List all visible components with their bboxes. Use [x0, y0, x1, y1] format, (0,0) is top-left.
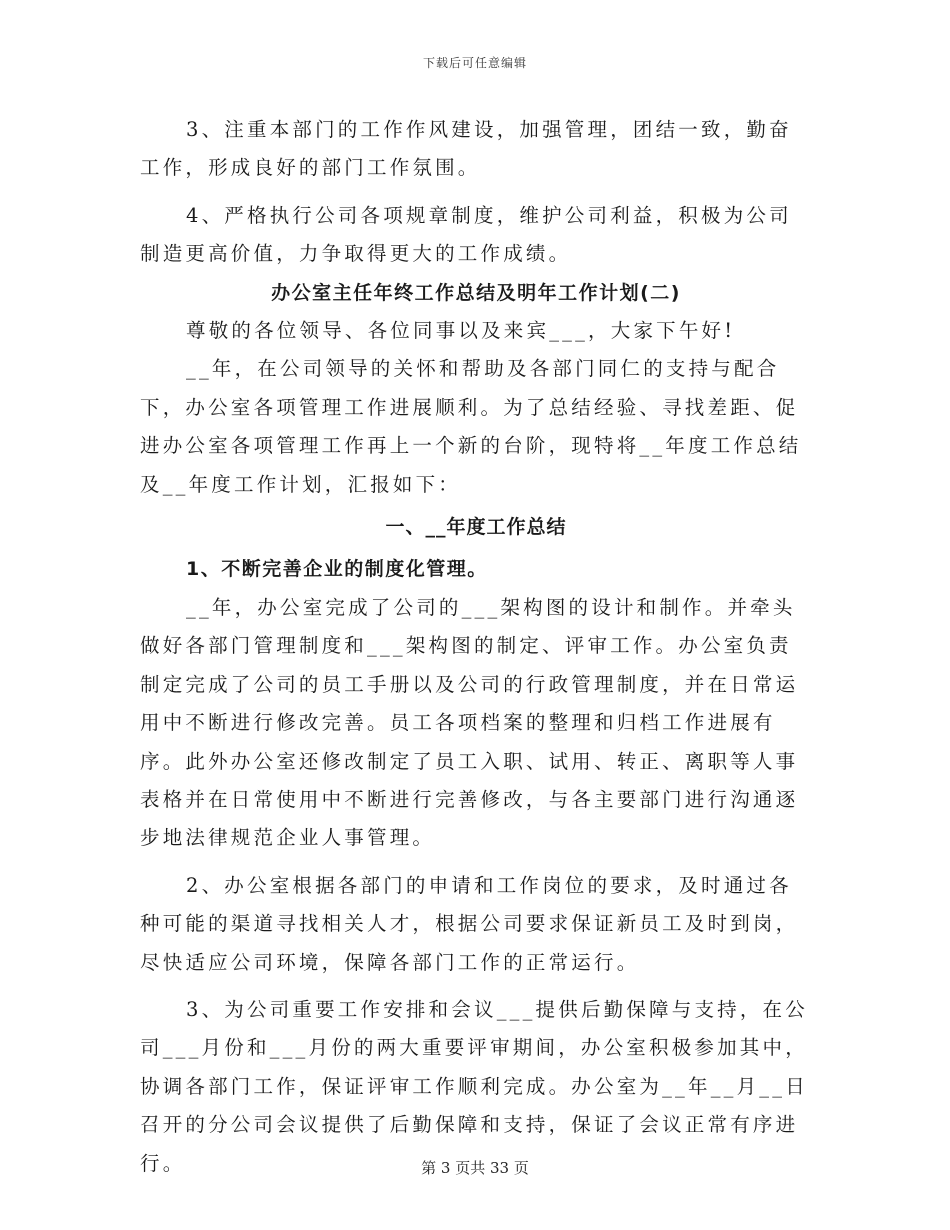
paragraph-item-3-work-style: 3、注重本部门的工作作风建设，加强管理，团结一致，勤奋工作，形成良好的部门工作氛围。 [140, 118, 792, 180]
paragraph-item-2-recruitment: 2、办公室根据各部门的申请和工作岗位的要求，及时通过各种可能的渠道寻找相关人才，根据公司要求保证新员工及时到岗，尽快适应公司环境，保障各部门工作的正常运行。 [140, 873, 799, 974]
page-footer: 第 3 页共 33 页 [421, 1159, 529, 1177]
intro-paragraph: __年，在公司领导的关怀和帮助及各部门同仁的支持与配合下，办公室各项管理工作进展顺利。为了总结经验、寻找差距、促进办公室各项管理工作再上一个新的台阶，现特将__年度工作总结及__年度工作计划，汇报如下： [140, 357, 802, 496]
sub-heading-1: 1、不断完善企业的制度化管理。 [186, 558, 488, 581]
paragraph-institutional-management: __年，办公室完成了公司的___架构图的设计和制作。并牵头做好各部门管理制度和___架构图的制定、评审工作。办公室负责制定完成了公司的员工手册以及公司的行政管理制度，并在日常运用中不断进行修改完善。员工各项档案的整理和归档工作进展有序。此外办公室还修改制定了员工入职、试用、转正、离职等人事表格并在日常使用中不断进行完善修改，与各主要部门进行沟通逐步地法律规范企业人事管理。 [140, 595, 799, 850]
greeting-paragraph: 尊敬的各位领导、各位同事以及来宾___，大家下午好! [186, 319, 736, 343]
paragraph-item-3-logistics: 3、为公司重要工作安排和会议___提供后勤保障与支持，在公司___月份和___月份的两大重要评审期间，办公室积极参加其中，协调各部门工作，保证评审工作顺利完成。办公室为__年__月__日召开的分公司会议提供了后勤保障和支持，保证了会议正常有序进行。 [140, 997, 808, 1175]
document-body [140, 111, 812, 1183]
document-title: 办公室主任年终工作总结及明年工作计划(二) [271, 281, 681, 304]
paragraph-item-4-regulations: 4、严格执行公司各项规章制度，维护公司利益，积极为公司制造更高价值，力争取得更大的工作成绩。 [140, 203, 792, 266]
page-header: 下载后可任意编辑 [422, 56, 527, 70]
section-heading: 一、__年度工作总结 [385, 516, 567, 539]
